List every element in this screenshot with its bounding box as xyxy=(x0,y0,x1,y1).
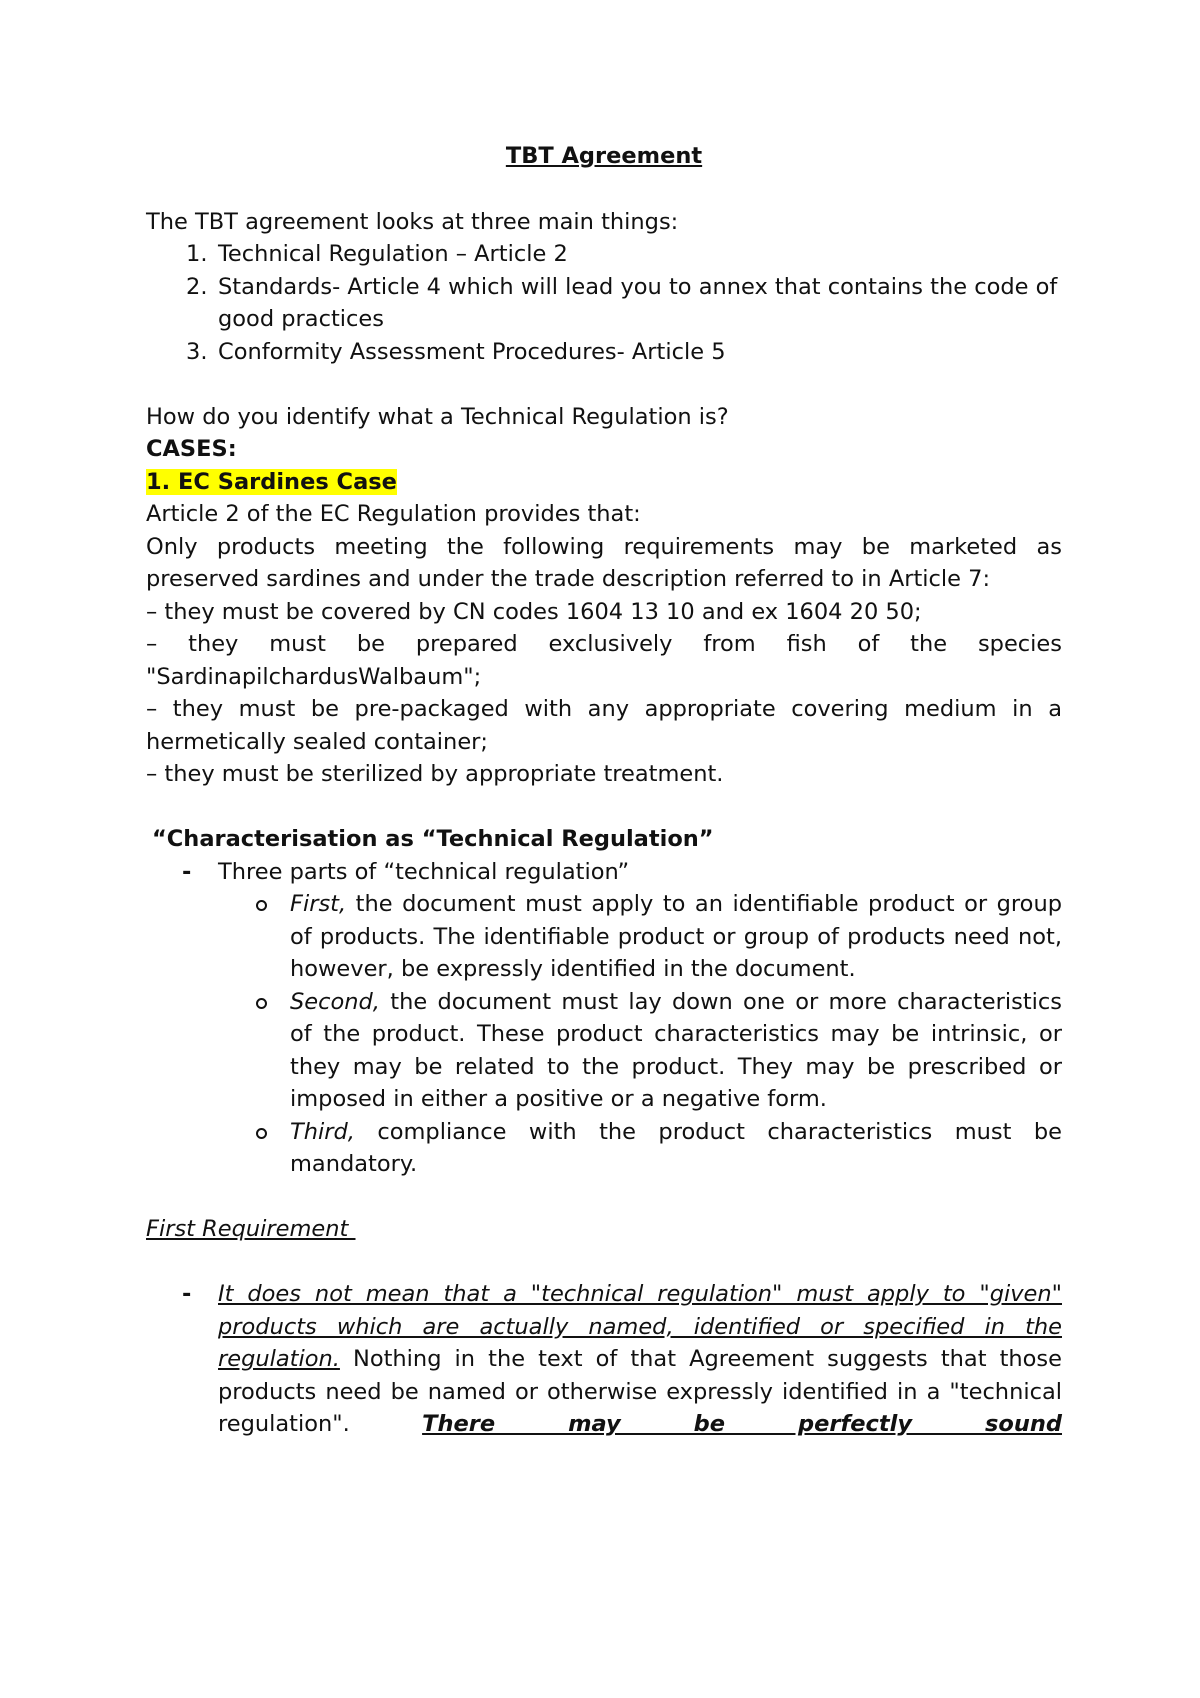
part-text: compliance with the product characteristics must be mandatory. xyxy=(290,1118,1062,1177)
circle-bullet-icon xyxy=(254,888,290,986)
requirement-line: – they must be prepared exclusively from fish of the species "SardinapilchardusWalbaum"; xyxy=(146,631,1062,690)
dash-list-item xyxy=(182,1278,1062,1441)
part-lead: Third, xyxy=(290,1118,355,1145)
article2-intro: Article 2 of the EC Regulation provides that: xyxy=(146,501,641,527)
case1-heading-text: 1. EC Sardines Case xyxy=(146,468,397,495)
sub-list-item xyxy=(254,986,1062,1116)
list-number: 2. xyxy=(186,273,208,300)
cases-heading: CASES: xyxy=(146,436,237,462)
requirement-line: – they must be covered by CN codes 1604 13 10 and ex 1604 20 50; xyxy=(146,598,922,625)
products-paragraph: Only products meeting the following requirements may be marketed as preserved sardines and under the trade description referred to in Article 7: xyxy=(146,533,1062,592)
sub-list-text xyxy=(290,986,1062,1116)
list-item-text: Conformity Assessment Procedures- Article 5 xyxy=(218,338,726,365)
sub-list-item xyxy=(254,888,1062,986)
list-item xyxy=(186,336,1062,369)
circle-bullet-icon xyxy=(254,986,290,1116)
blank-line xyxy=(146,368,1062,401)
quoted-text: It does not mean that a "technical regulation" must apply to "given" products which are actually named, identified or specified in the regulation. xyxy=(218,1281,1062,1372)
list-item-text: Standards- Article 4 which will lead you to annex that contains the code of good practices xyxy=(218,273,1058,332)
list-item xyxy=(186,271,1062,336)
dash-item-text: Three parts of “technical regulation” xyxy=(218,858,630,885)
list-item xyxy=(186,238,1062,271)
dash-list-item xyxy=(182,856,1062,889)
part-lead: First, xyxy=(290,891,347,917)
requirement-line: – they must be sterilized by appropriate treatment. xyxy=(146,761,724,787)
dash-marker: - xyxy=(182,858,192,885)
plain-text: Nothing in the text of that Agreement suggests that those products need be named or otherwise expressly identified in a "technical regulation". xyxy=(218,1346,1062,1437)
sub-list-item xyxy=(254,1116,1062,1181)
list-number: 1. xyxy=(186,241,208,267)
list-item-text: Technical Regulation – Article 2 xyxy=(218,241,568,267)
sub-list-text xyxy=(290,1116,1062,1181)
characterisation-heading: “Characterisation as “Technical Regulation” xyxy=(152,826,714,852)
first-requirement-heading-text: First Requirement xyxy=(146,1216,356,1242)
first-requirement-heading xyxy=(146,1213,1062,1246)
question-paragraph: How do you identify what a Technical Regulation is? xyxy=(146,403,729,430)
list-number: 3. xyxy=(186,338,208,365)
blank-line xyxy=(146,1181,1062,1214)
blank-line xyxy=(146,791,1062,824)
document-page xyxy=(146,140,1062,1441)
document-title: TBT Agreement xyxy=(505,143,703,169)
circle-bullet-icon xyxy=(254,1116,290,1181)
blank-line xyxy=(146,1246,1062,1279)
requirement-line: – they must be pre-packaged with any appropriate covering medium in a hermetically sealed container; xyxy=(146,696,1062,755)
main-list xyxy=(146,238,1062,368)
emphasis-text: There may be perfectly sound xyxy=(422,1411,1062,1437)
case-heading xyxy=(146,466,1062,499)
dash-item-text xyxy=(218,1278,1062,1441)
dash-marker: - xyxy=(182,1281,192,1307)
part-lead: Second, xyxy=(290,988,380,1015)
sub-list-text xyxy=(290,888,1062,986)
intro-paragraph: The TBT agreement looks at three main things: xyxy=(146,208,679,235)
part-text: the document must apply to an identifiable product or group of products. The identifiable product or group of products need not, however, be expressly identified in the document. xyxy=(290,891,1062,982)
part-text: the document must lay down one or more characteristics of the product. These product characteristics may be intrinsic, or they may be related to the product. They may be prescribed or imposed in either a positive or a negative form. xyxy=(290,988,1062,1112)
